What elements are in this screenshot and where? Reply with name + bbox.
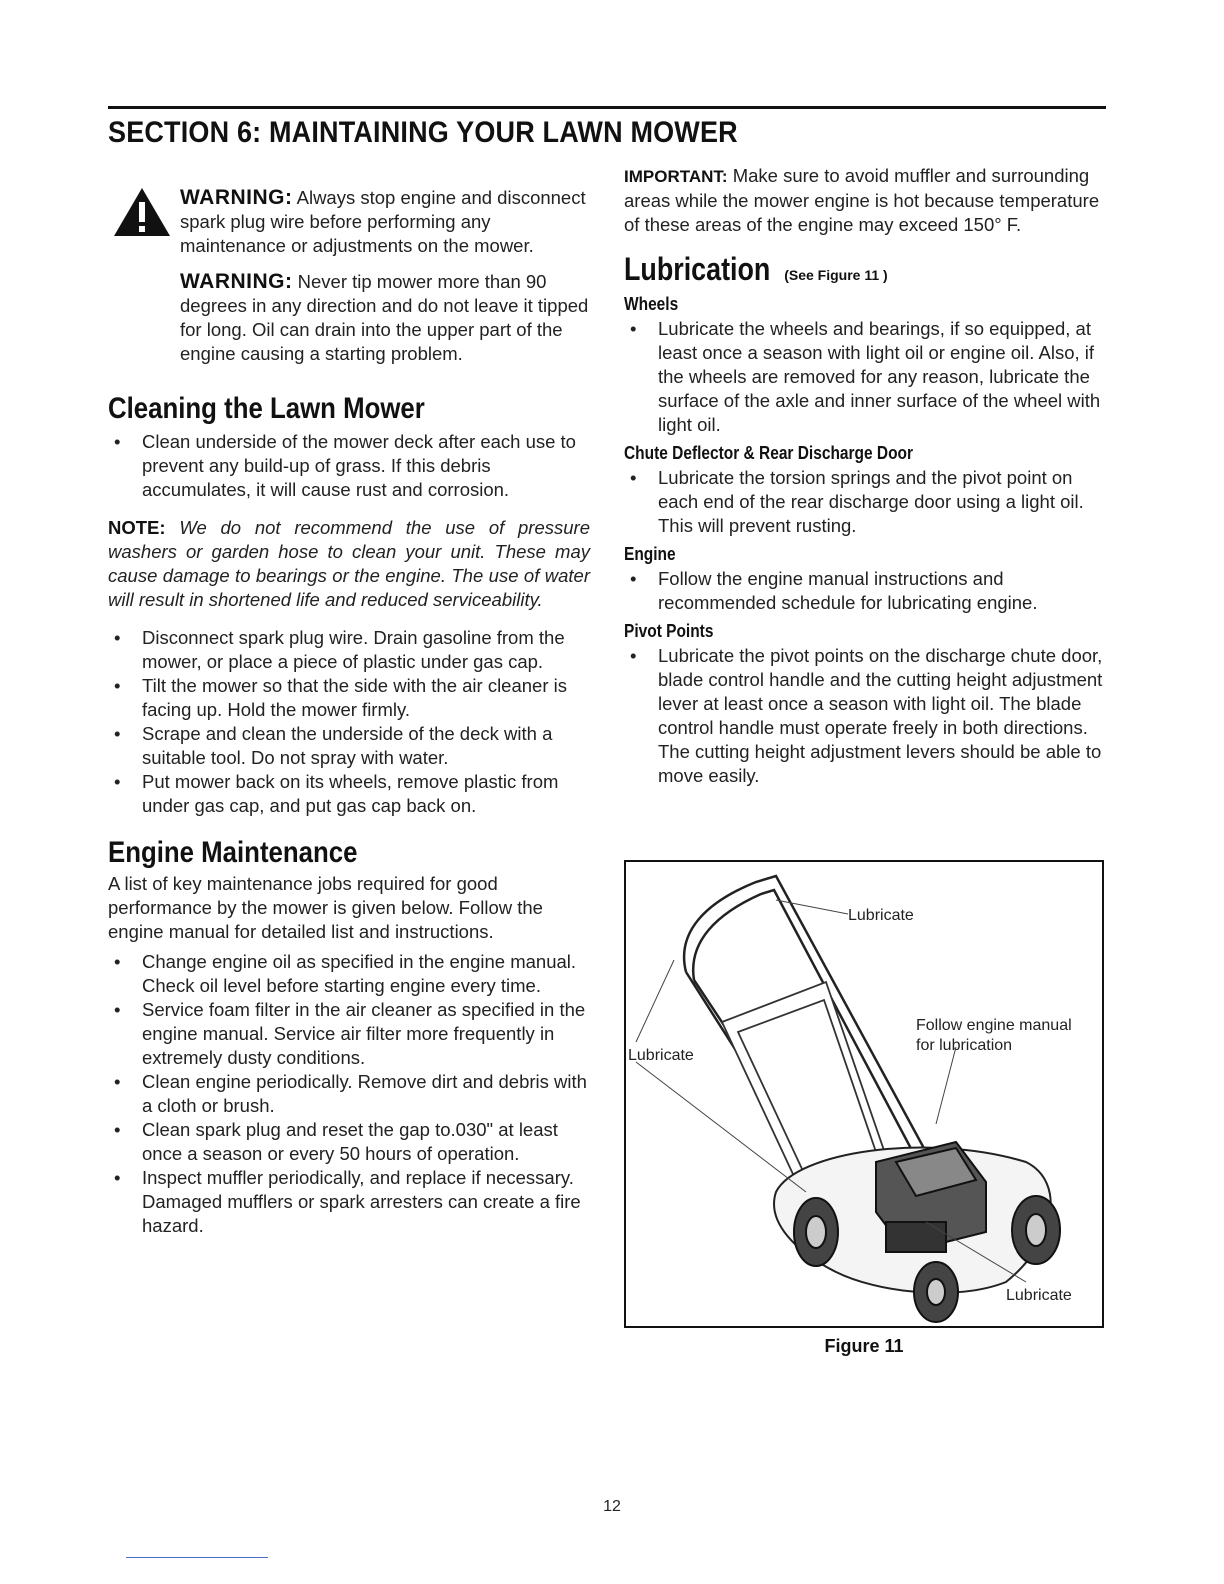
cleaning-steps-list [108, 626, 590, 818]
left-column [108, 160, 590, 1238]
engine-maintenance-heading: Engine Maintenance [108, 836, 358, 869]
important-note [624, 164, 1106, 237]
bullet-icon: • [630, 467, 637, 488]
figure-11-box [624, 860, 1104, 1328]
list-item: • Disconnect spark plug wire. Drain gasoline from the mower, or place a piece of plastic under gas cap. [114, 627, 565, 672]
cleaning-heading: Cleaning the Lawn Mower [108, 392, 425, 425]
engine-list [624, 567, 1106, 615]
bullet-icon: • [114, 627, 121, 648]
engine-maintenance-intro: A list of key maintenance jobs required for good performance by the mower is given below. Follow the engine manual for detailed list and instructions. [108, 873, 543, 942]
chute-heading: Chute Deflector & Rear Discharge Door [624, 443, 914, 463]
section-title: SECTION 6: MAINTAINING YOUR LAWN MOWER [108, 116, 738, 149]
list-item: • Follow the engine manual instructions and recommended schedule for lubricating engine. [630, 568, 1038, 613]
lawn-mower-illustration [626, 862, 1102, 1326]
bullet-icon: • [114, 675, 121, 696]
label-lubricate-bottom: Lubricate [1006, 1287, 1072, 1304]
cleaning-intro-list [108, 430, 590, 502]
page-number: 12 [603, 1498, 621, 1515]
bullet-icon: • [630, 318, 637, 339]
label-engine-line-1: Follow engine manual [916, 1017, 1072, 1034]
important-text: Make sure to avoid muffler and surrounding areas while the mower engine is hot because temperature of these areas of the engine may exceed 150° F. [624, 165, 1100, 235]
bullet-icon: • [114, 723, 121, 744]
engine-block [876, 1142, 986, 1252]
warning-2-text: Never tip mower more than 90 degrees in any direction and do not leave it tipped for long. Oil can drain into the upper part of the engine causing a starting problem. [180, 271, 589, 364]
list-item: • Tilt the mower so that the side with the air cleaner is facing up. Hold the mower firmly. [114, 675, 568, 720]
bullet-icon: • [114, 1071, 121, 1092]
list-item: • Change engine oil as specified in the engine manual. Check oil level before starting engine every time. [114, 951, 577, 996]
warning-triangle-icon [112, 186, 172, 238]
figure-caption: Figure 11 [824, 1336, 904, 1356]
note-label: NOTE: [108, 517, 166, 538]
bullet-icon: • [630, 568, 637, 589]
label-engine-line-2: for lubrication [916, 1037, 1013, 1054]
wheels-list [624, 317, 1106, 437]
list-item: • Service foam filter in the air cleaner as specified in the engine manual. Service air filter more frequently in extremely dusty conditions. [114, 999, 586, 1068]
bullet-icon: • [114, 771, 121, 792]
warning-block [108, 160, 590, 366]
warning-1-label: WARNING: [180, 186, 293, 209]
list-item: • Clean engine periodically. Remove dirt and debris with a cloth or brush. [114, 1071, 587, 1116]
list-item: • Inspect muffler periodically, and replace if necessary. Damaged mufflers or spark arresters can create a fire hazard. [114, 1167, 581, 1236]
right-column [624, 164, 1106, 788]
list-item: • Scrape and clean the underside of the deck with a suitable tool. Do not spray with water. [114, 723, 553, 768]
pivot-points-list [624, 644, 1106, 788]
wheels-heading: Wheels [624, 294, 679, 314]
see-figure-reference: (See Figure 11 ) [784, 267, 888, 283]
list-item: • Clean spark plug and reset the gap to.030" at least once a season or every 50 hours of operation. [114, 1119, 558, 1164]
warning-2 [180, 270, 590, 366]
list-item: • Put mower back on its wheels, remove plastic from under gas cap, and put gas cap back on. [114, 771, 559, 816]
bullet-icon: • [114, 951, 121, 972]
warning-1 [180, 160, 590, 258]
bullet-icon: • [114, 1119, 121, 1140]
list-item: • Lubricate the torsion springs and the pivot point on each end of the rear discharge door using a light oil. This will prevent rusting. [630, 467, 1084, 536]
warning-2-label: WARNING: [180, 270, 293, 293]
warning-1-text: Always stop engine and disconnect spark plug wire before performing any maintenance or adjustments on the mower. [180, 187, 586, 256]
bullet-icon: • [630, 645, 637, 666]
list-item: • Clean underside of the mower deck after each use to prevent any build-up of grass. If this debris accumulates, it will cause rust and corrosion. [114, 431, 576, 500]
engine-heading: Engine [624, 544, 676, 564]
bottom-link-line [126, 1557, 268, 1558]
top-rule [108, 106, 1106, 109]
list-item: • Lubricate the wheels and bearings, if so equipped, at least once a season with light oil or engine oil. Also, if the wheels are removed for any reason, lubricate the surface of the axle and inner surface of the wheel with light oil. [630, 318, 1101, 435]
chute-list [624, 466, 1106, 538]
lubrication-heading: Lubrication [624, 251, 771, 287]
bullet-icon: • [114, 999, 121, 1020]
lubrication-heading-row [624, 251, 1106, 288]
important-label: IMPORTANT: [624, 167, 728, 186]
bullet-icon: • [114, 1167, 121, 1188]
label-lubricate-top: Lubricate [848, 907, 914, 924]
note-text: We do not recommend the use of pressure washers or garden hose to clean your unit. These may cause damage to bearings or the engine. The use of water will result in shortened life and reduced serviceability. [108, 517, 590, 610]
label-lubricate-left: Lubricate [628, 1047, 694, 1064]
bullet-icon: • [114, 431, 121, 452]
engine-maintenance-list [108, 950, 590, 1238]
cleaning-note [108, 516, 590, 612]
list-item: • Lubricate the pivot points on the discharge chute door, blade control handle and the cutting height adjustment lever at least once a season with light oil. The blade control handle must operate freely in both directions. The cutting height adjustment levers should be able to move easily. [630, 645, 1103, 786]
pivot-points-heading: Pivot Points [624, 621, 714, 641]
